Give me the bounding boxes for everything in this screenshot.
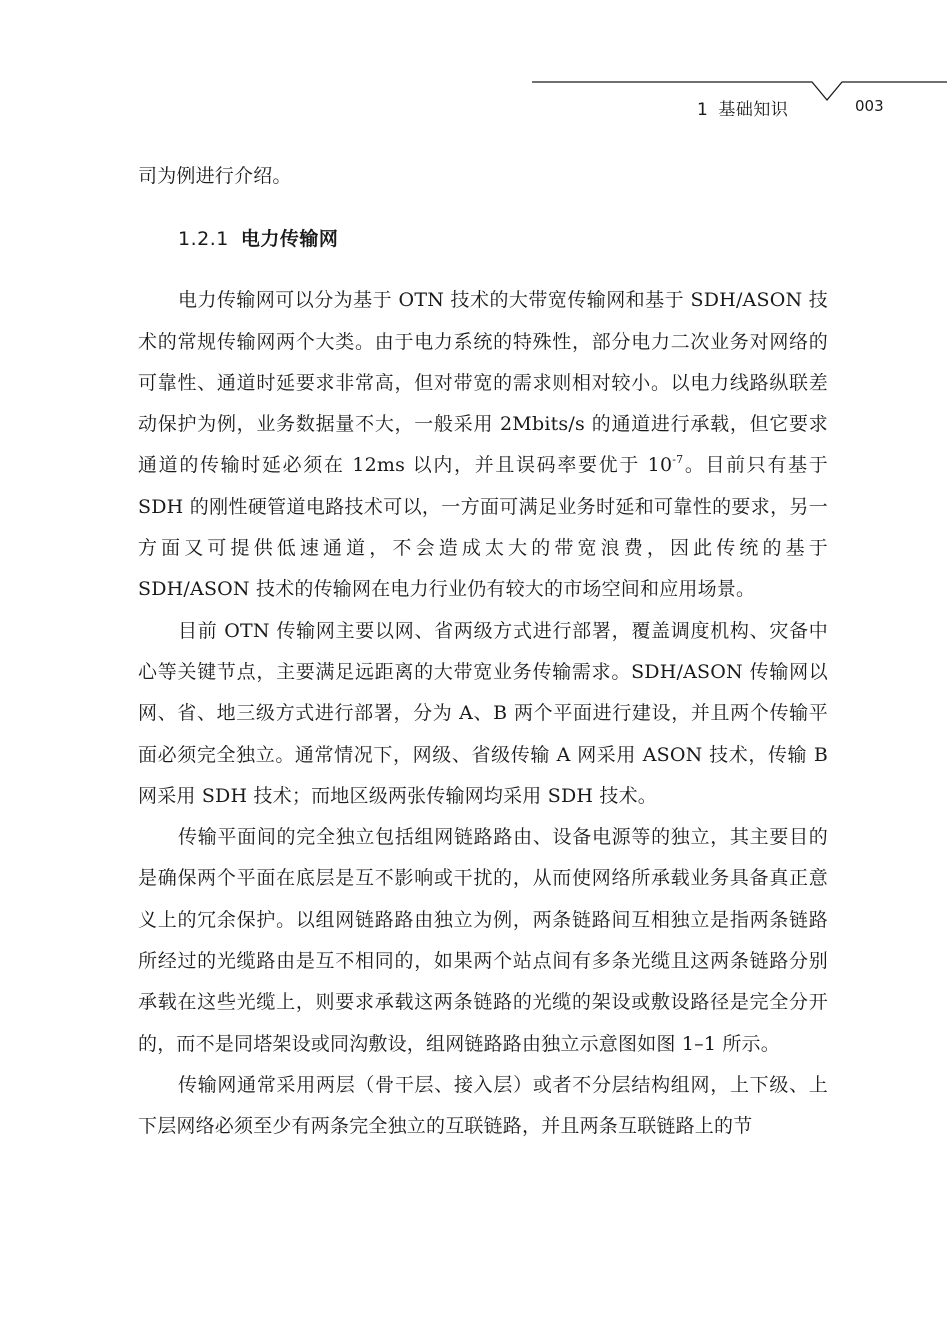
- section-number: 1.2.1: [178, 228, 229, 251]
- paragraph-1: [138, 280, 828, 610]
- running-head: [697, 95, 788, 120]
- page-number: 003: [855, 97, 884, 115]
- paragraph-1-superscript: -7: [672, 453, 684, 467]
- paragraph-4: 传输网通常采用两层（骨干层、接入层）或者不分层结构组网，上下级、上下层网络必须至少有两条完全独立的互联链路，并且两条互联链路上的节: [138, 1073, 828, 1138]
- paragraph-1-text-before: 电力传输网可以分为基于 OTN 技术的大带宽传输网和基于 SDH/ASON 技术的常规传输网两个大类。由于电力系统的特殊性，部分电力二次业务对网络的可靠性、通道时延要求非常高，但对带宽的需求则相对较小。以电力线路纵联差动保护为例，业务数据量不大，一般采用 2Mbits/s 的通道进行承载，但它要求通道的传输时延必须在 12ms 以内，并且误码率要优于 10: [138, 289, 828, 477]
- section-title: 电力传输网: [240, 228, 339, 251]
- paragraph-3: 传输平面间的完全独立包括组网链路路由、设备电源等的独立，其主要目的是确保两个平面在底层是互不影响或干扰的，从而使网络所承载业务具备真正意义上的冗余保护。以组网链路路由独立为例，两条链路间互相独立是指两条链路所经过的光缆路由是互不相同的，如果两个站点间有多条光缆且这两条链路分别承载在这些光缆上，则要求承载这两条链路的光缆的架设或敷设路径是完全分开的，而不是同塔架设或同沟敷设，组网链路路由独立示意图如图 1–1 所示。: [138, 826, 828, 1055]
- page-body: [138, 156, 828, 1148]
- paragraph-1-text-after: 。目前只有基于 SDH 的刚性硬管道电路技术可以，一方面可满足业务时延和可靠性的要求，另一方面又可提供低速通道，不会造成太大的带宽浪费，因此传统的基于 SDH/ASON 技术的传输网在电力行业仍有较大的市场空间和应用场景。: [138, 454, 828, 601]
- chapter-title: 基础知识: [718, 100, 789, 120]
- lead-line: 司为例进行介绍。: [138, 165, 292, 187]
- paragraph-2: 目前 OTN 传输网主要以网、省两级方式进行部署，覆盖调度机构、灾备中心等关键节点，主要满足远距离的大带宽业务传输需求。SDH/ASON 传输网以网、省、地三级方式进行部署，分为 A、B 两个平面进行建设，并且两个传输平面必须完全独立。通常情况下，网级、省级传输 A 网采用 ASON 技术，传输 B 网采用 SDH 技术；而地区级两张传输网均采用 SDH 技术。: [138, 619, 828, 807]
- section-heading: [178, 219, 828, 260]
- header-rule: [0, 0, 947, 110]
- chapter-number: 1: [697, 100, 709, 120]
